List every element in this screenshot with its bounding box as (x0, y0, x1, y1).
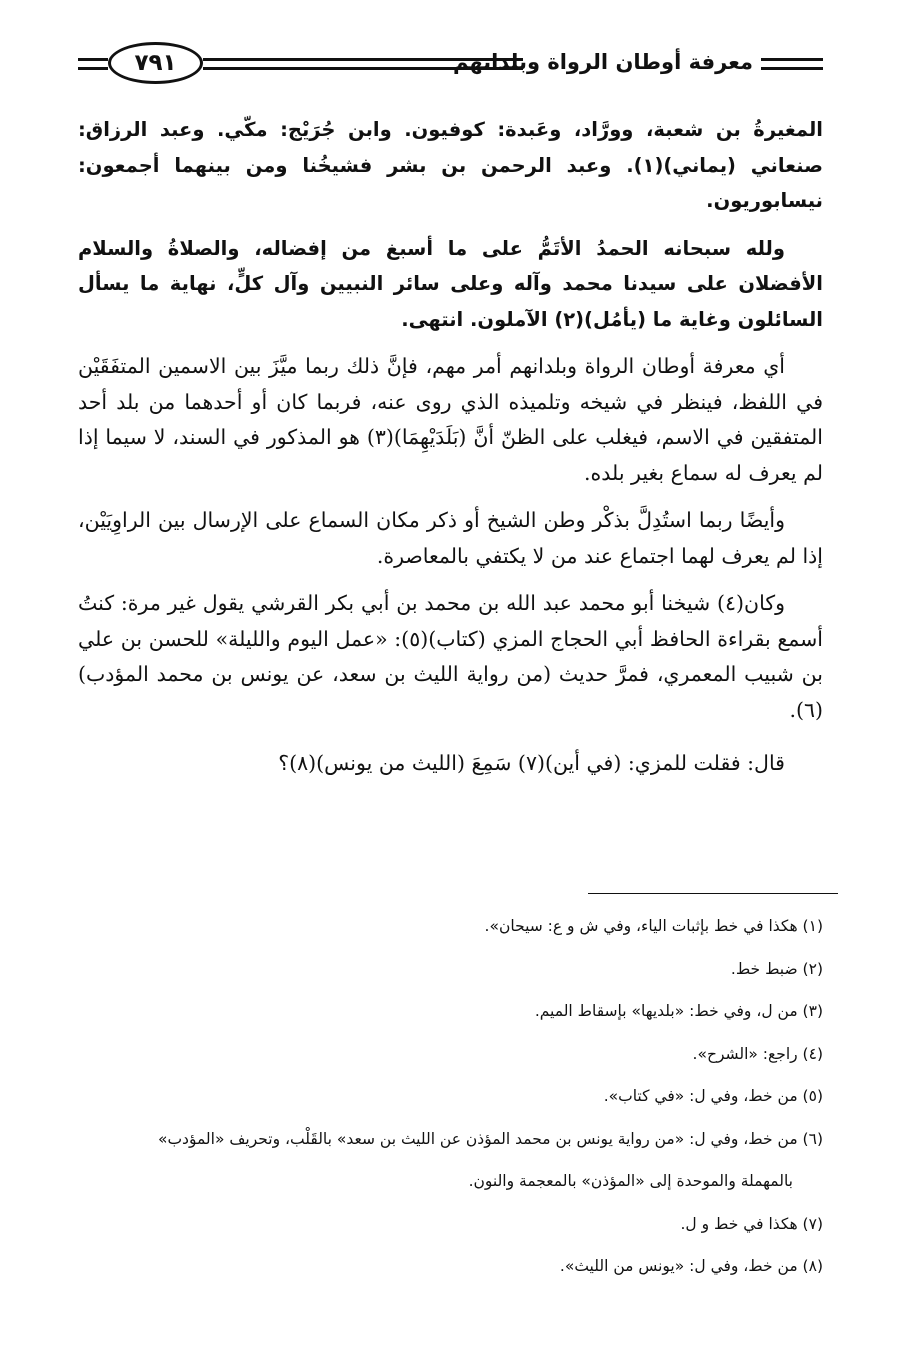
main-text (78, 112, 823, 782)
paragraph-1: المغيرةُ بن شعبة، وورَّاد، وعَبدة: كوفيون. وابن جُرَيْج: مكّي. وعبد الرزاق: صنعاني (يماني)(١). وعبد الرحمن بن بشر فشيخُنا ومن بينهما أجمعون: نيسابوريون. (78, 118, 823, 212)
footnote-2: (٢) ضبط خط. (730, 959, 823, 978)
footnote-3: (٣) من ل، وفي خط: «بلديها» بإسقاط الميم. (534, 1002, 823, 1020)
paragraph-3: أي معرفة أوطان الرواة وبلدانهم أمر مهم، فإنَّ ذلك ربما ميَّزَ بين الاسمين المتفَقَيْن في اللفظ، فينظر في شيخه وتلميذه الذي روى عنه، فربما كان أو أحدهما من بلد أحد المتفقين في الاسم، فيغلب على الظنّ أنَّ (بَلَدَيْهِمَا)(٣) هو المذكور في السند، لا سيما إذا لم يعرف له سماع بغير بلده. (78, 354, 823, 485)
footnote-6: (٦) من خط، وفي ل: «من رواية يونس بن محمد المؤذن عن الليث بن سعد» بالقَلْب، وتحريف «المؤدب» (157, 1129, 823, 1148)
paragraph-5: وكان(٤) شيخنا أبو محمد عبد الله بن محمد بن أبي بكر القرشي يقول غير مرة: كنتُ أسمع بقراءة الحافظ أبي الحجاج المزي (كتاب)(٥): «عمل اليوم والليلة» للحسن بن علي بن شبيب المعمري، فمرَّ حديث (من رواية الليث بن سعد، عن يونس بن محمد المؤدب)(٦). (78, 591, 823, 722)
paragraph-2: ولله سبحانه الحمدُ الأتَمُّ على ما أسبغ من إفضاله، والصلاةُ والسلام الأفضلان على سيدنا محمد وآله وعلى سائر النبيين وآل كلٍّ، نهاية ما يسأل السائلون وغاية ما (يأمُل)(٢) الآملون. انتهى. (78, 236, 823, 331)
footnote-1: (١) هكذا في خط بإثبات الياء، وفي ش و ع: سيحان». (484, 917, 823, 935)
header-rule-middle (203, 58, 523, 70)
footnote-separator (588, 893, 838, 894)
page-header (78, 40, 823, 92)
footnotes (78, 905, 823, 1288)
header-rule-right (761, 58, 823, 70)
paragraph-6: قال: فقلت للمزي: (في أين)(٧) سَمِعَ (الليث من يونس)(٨)؟ (278, 751, 785, 775)
footnote-8: (٨) من خط، وفي ل: «يونس من الليث». (559, 1257, 823, 1275)
footnote-4: (٤) راجع: «الشرح». (692, 1044, 823, 1063)
running-title: معرفة أوطان الرواة وبلدانهم (452, 50, 753, 74)
footnote-6-continued: بالمهملة والموحدة إلى «المؤذن» بالمعجمة والنون. (468, 1172, 793, 1190)
paragraph-4: وأيضًا ربما استُدِلَّ بذكْر وطن الشيخ أو ذكر مكان السماع على الإرسال بين الراوِيَيْن، إذا لم يعرف لهما اجتماع عند من لا يكتفي بالمعاصرة. (78, 508, 823, 568)
header-rule-left (78, 58, 108, 70)
footnote-5: (٥) من خط، وفي ل: «في كتاب». (603, 1087, 823, 1105)
page-number: ٧٩١ (108, 42, 203, 84)
footnote-7: (٧) هكذا في خط و ل. (680, 1214, 823, 1233)
